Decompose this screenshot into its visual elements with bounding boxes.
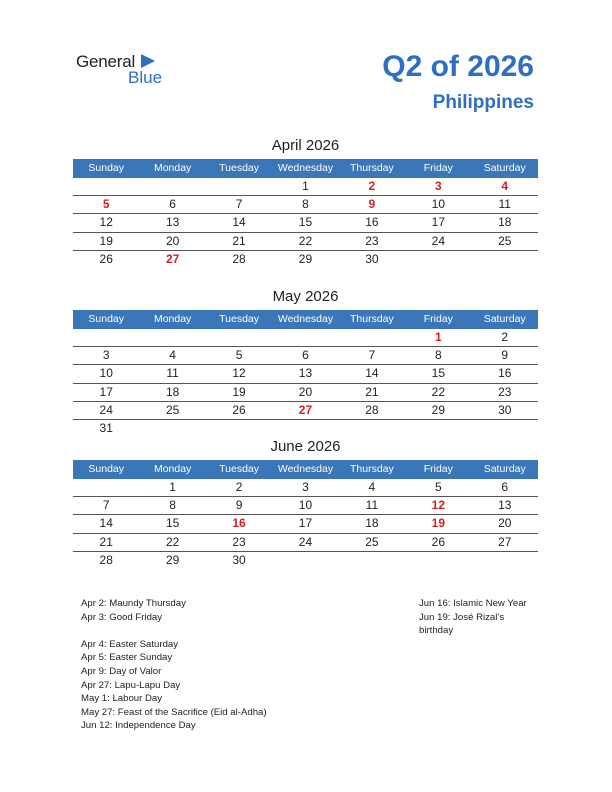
weekday-header [73,460,538,479]
day-cell: 25 [498,233,512,248]
day-cell: 19 [431,516,445,531]
day-cell: 15 [298,215,313,230]
holiday-note: Jun 12: Independence Day [81,720,196,732]
logo [76,52,176,88]
day-cell: 19 [232,384,246,399]
week-row [73,214,538,232]
week-row [73,251,538,268]
day-cell: 27 [298,402,313,417]
day-cell [139,329,205,346]
day-cell: 23 [232,534,246,549]
day-cell: 15 [165,516,180,531]
day-cell [472,552,538,569]
day-cell: 15 [431,366,445,381]
weekday-label: Tuesday [219,313,259,325]
day-cell [272,420,338,437]
holiday-notes-right [419,597,527,638]
day-cell: 9 [235,498,243,513]
day-cell: 6 [501,480,509,494]
day-cell: 17 [431,215,445,230]
day-cell: 5 [102,197,110,212]
weekday-label: Saturday [483,313,526,325]
day-cell: 24 [298,534,313,549]
day-cell: 10 [298,498,313,513]
day-cell: 10 [431,197,445,212]
day-cell: 4 [501,179,509,193]
week-row [73,233,538,251]
day-cell [206,420,272,437]
day-cell: 2 [368,179,376,193]
day-cell [206,178,272,195]
day-cell [139,420,205,437]
weekday-label: Sunday [88,463,125,475]
day-cell: 2 [501,330,509,344]
logo-general-text: General [76,52,136,71]
weeks-container [73,329,538,437]
day-cell: 1 [169,480,176,494]
day-cell: 14 [99,516,113,531]
weekday-label: Wednesday [277,162,334,174]
day-cell: 12 [431,498,445,513]
day-cell: 3 [102,348,110,363]
day-cell: 6 [302,348,309,363]
weekday-label: Sunday [88,313,125,325]
day-cell: 19 [99,233,113,248]
day-cell: 11 [498,197,511,212]
month-april [73,135,538,268]
holiday-notes-left [81,597,267,733]
day-cell: 1 [434,330,442,344]
day-cell: 29 [165,552,180,567]
weekday-label: Thursday [350,162,394,174]
holiday-note: Apr 27: Lapu-Lapu Day [81,679,181,691]
day-cell [339,420,405,437]
day-cell: 13 [498,498,512,513]
day-cell [139,178,205,195]
weeks-container [73,178,538,268]
week-row [73,347,538,365]
day-cell: 23 [498,384,512,399]
holiday-note: Apr 2: Maundy Thursday [81,598,186,609]
day-cell: 20 [298,384,313,399]
week-row [73,384,538,402]
day-cell [73,178,139,195]
weekday-header [73,159,538,178]
week-row [73,515,538,533]
day-cell: 18 [365,516,379,531]
logo-blue-text: Blue [128,68,163,87]
weekday-label: Tuesday [219,162,259,174]
day-cell: 7 [102,498,110,513]
week-row [73,178,538,196]
day-cell: 24 [99,402,113,417]
day-cell: 5 [235,348,243,363]
day-cell: 26 [431,534,445,549]
day-cell [206,329,272,346]
month-title: May 2026 [272,288,339,305]
day-cell: 9 [501,348,509,363]
day-cell: 18 [498,215,512,230]
week-row [73,365,538,383]
day-cell: 1 [302,179,309,193]
day-cell: 25 [165,402,180,417]
day-cell: 13 [165,215,180,230]
day-cell: 3 [302,480,309,494]
day-cell: 7 [235,197,243,212]
week-row [73,479,538,497]
day-cell: 16 [365,215,379,230]
logo-triangle-icon [141,54,155,68]
month-june [73,436,538,569]
day-cell: 21 [365,384,379,399]
weekday-label: Monday [153,313,192,325]
page-subtitle: Philippines [432,92,534,113]
day-cell: 6 [169,197,176,212]
weekday-label: Tuesday [219,463,259,475]
day-cell: 11 [365,498,379,513]
day-cell: 26 [232,402,246,417]
weekday-label: Wednesday [277,313,334,325]
day-cell: 20 [165,233,180,248]
holiday-note: Jun 16: Islamic New Year [419,598,527,609]
day-cell: 22 [165,534,180,549]
day-cell: 20 [498,516,512,531]
day-cell [339,329,405,346]
weekday-label: Saturday [483,162,526,174]
day-cell [339,552,405,569]
day-cell: 8 [434,348,442,363]
day-cell [272,552,338,569]
weekday-label: Wednesday [277,463,334,475]
weekday-label: Thursday [350,313,394,325]
holiday-note: birthday [419,625,454,637]
day-cell: 3 [434,179,442,193]
day-cell: 30 [365,251,379,266]
day-cell: 25 [365,534,379,549]
week-row [73,534,538,552]
day-cell: 18 [165,384,180,399]
page-title: Q2 of 2026 [382,50,534,83]
day-cell: 7 [368,348,376,363]
weekday-label: Friday [423,313,453,325]
weekday-label: Saturday [483,463,526,475]
day-cell [472,420,538,437]
day-cell: 27 [165,251,180,266]
week-row [73,420,538,437]
day-cell: 21 [232,233,246,248]
day-cell [405,420,471,437]
day-cell: 9 [368,197,376,212]
day-cell: 21 [99,534,113,549]
day-cell: 28 [232,251,246,266]
holiday-note: May 1: Labour Day [81,693,163,705]
week-row [73,329,538,347]
month-title: June 2026 [270,438,341,455]
month-title: April 2026 [271,137,340,154]
weekday-label: Thursday [350,463,394,475]
day-cell: 27 [498,534,512,549]
weekday-label: Sunday [88,162,125,174]
day-cell: 4 [169,348,176,363]
week-row [73,497,538,515]
day-cell: 10 [99,366,113,381]
day-cell: 24 [431,233,445,248]
day-cell [472,251,538,268]
day-cell: 23 [365,233,379,248]
day-cell: 17 [298,516,313,531]
day-cell: 8 [302,197,309,212]
day-cell: 29 [298,251,313,266]
day-cell: 28 [99,552,113,567]
day-cell [73,329,139,346]
day-cell: 22 [431,384,445,399]
day-cell [272,329,338,346]
weekday-label: Monday [153,162,192,174]
day-cell: 12 [232,366,246,381]
day-cell: 29 [431,402,445,417]
day-cell: 4 [368,480,376,494]
day-cell: 31 [99,420,113,435]
weekday-label: Monday [153,463,192,475]
week-row [73,552,538,569]
weekday-label: Friday [423,162,453,174]
day-cell: 30 [232,552,246,567]
holiday-note: Jun 19: José Rizal’s [419,611,505,623]
week-row [73,196,538,214]
day-cell: 16 [498,366,512,381]
month-may [73,286,538,437]
holiday-note: Apr 3: Good Friday [81,611,163,623]
day-cell [73,479,139,496]
weeks-container [73,479,538,569]
holiday-note: Apr 5: Easter Sunday [81,652,173,664]
day-cell: 2 [235,480,243,494]
day-cell: 14 [365,366,379,381]
day-cell: 12 [99,215,113,230]
day-cell: 16 [232,516,246,531]
weekday-header [73,310,538,329]
day-cell: 8 [169,498,176,513]
week-row [73,402,538,420]
day-cell: 13 [298,366,313,381]
day-cell: 5 [434,480,442,494]
weekday-label: Friday [423,463,453,475]
day-cell: 14 [232,215,246,230]
day-cell [405,251,471,268]
day-cell [405,552,471,569]
day-cell: 17 [99,384,113,399]
holiday-note: May 27: Feast of the Sacrifice (Eid al-Adha) [81,706,267,718]
holiday-note: Apr 9: Day of Valor [81,665,162,677]
day-cell: 30 [498,402,512,417]
day-cell: 26 [99,251,113,266]
day-cell: 22 [298,233,313,248]
holiday-note: Apr 4: Easter Saturday [81,638,179,650]
day-cell: 11 [166,366,179,381]
day-cell: 28 [365,402,379,417]
